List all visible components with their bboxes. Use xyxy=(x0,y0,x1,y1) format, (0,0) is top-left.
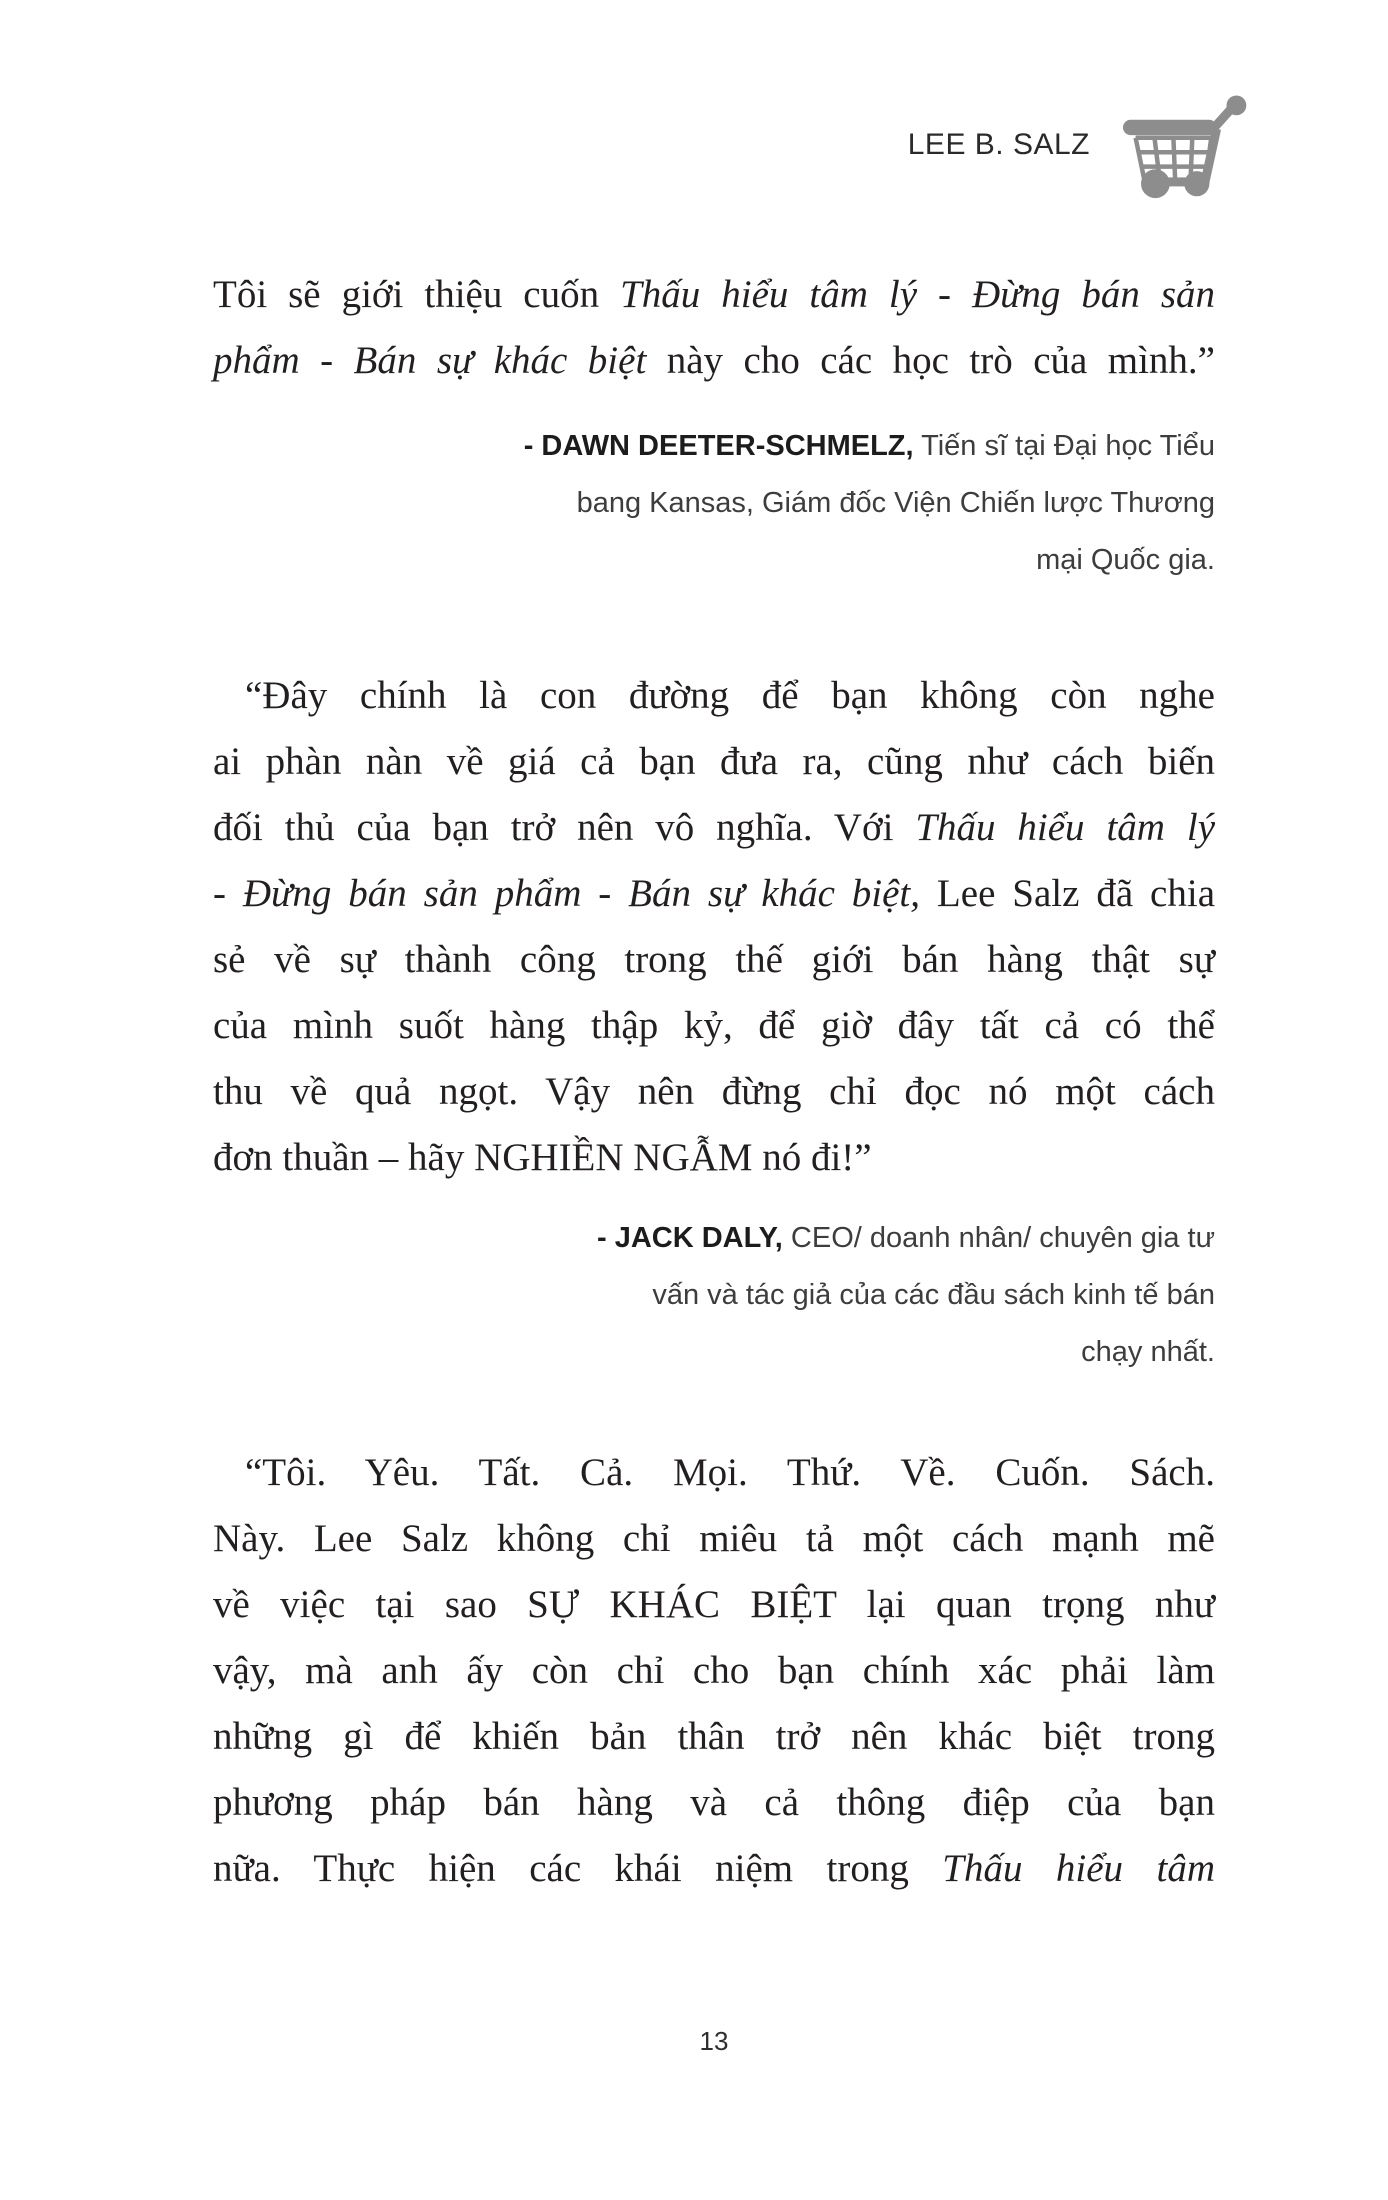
text-line: của mình suốt hàng thập kỷ, để giờ đây tất cả có thể xyxy=(213,1004,1215,1047)
page-header xyxy=(213,95,1249,195)
text-line: - JACK DALY, CEO/ doanh nhân/ chuyên gia tư xyxy=(597,1222,1215,1254)
text-line: phẩm - Bán sự khác biệt này cho các học trò của mình.” xyxy=(213,339,1215,382)
text-line: “Đây chính là con đường để bạn không còn nghe xyxy=(245,674,1215,717)
text-line: - Đừng bán sản phẩm - Bán sự khác biệt, Lee Salz đã chia xyxy=(213,872,1216,915)
quote-paragraph-3 xyxy=(213,1440,1215,1902)
text-line: Tôi sẽ giới thiệu cuốn Thấu hiểu tâm lý - Đừng bán sản xyxy=(213,273,1215,316)
text-line: nữa. Thực hiện các khái niệm trong Thấu hiểu tâm xyxy=(213,1847,1215,1890)
text-line: đơn thuần – hãy NGHIỀN NGẪM nó đi!” xyxy=(213,1136,872,1179)
quote-paragraph-1 xyxy=(213,262,1215,394)
attribution-dawn-deeter-schmelz xyxy=(213,418,1215,589)
quote-paragraph-2 xyxy=(213,663,1215,1191)
text-line: những gì để khiến bản thân trở nên khác biệt trong xyxy=(213,1715,1215,1758)
attribution-jack-daly xyxy=(213,1210,1215,1381)
text-line: ai phàn nàn về giá cả bạn đưa ra, cũng như cách biến xyxy=(213,740,1215,783)
text-line: bang Kansas, Giám đốc Viện Chiến lược Thương xyxy=(576,487,1215,519)
text-line: mại Quốc gia. xyxy=(1036,544,1215,576)
text-line: “Tôi. Yêu. Tất. Cả. Mọi. Thứ. Về. Cuốn. Sách. xyxy=(245,1451,1215,1494)
page-number: 13 xyxy=(699,2026,729,2056)
text-line: Này. Lee Salz không chỉ miêu tả một cách mạnh mẽ xyxy=(213,1517,1215,1560)
text-line: vấn và tác giả của các đầu sách kinh tế bán xyxy=(652,1279,1215,1311)
text-line: thu về quả ngọt. Vậy nên đừng chỉ đọc nó một cách xyxy=(213,1070,1215,1113)
text-line: đối thủ của bạn trở nên vô nghĩa. Với Thấu hiểu tâm lý xyxy=(213,806,1216,849)
text-line: - DAWN DEETER-SCHMELZ, Tiến sĩ tại Đại học Tiểu xyxy=(523,430,1215,462)
text-line: chạy nhất. xyxy=(1081,1336,1215,1368)
text-line: phương pháp bán hàng và cả thông điệp của bạn xyxy=(213,1781,1215,1824)
text-line: về việc tại sao SỰ KHÁC BIỆT lại quan trọng như xyxy=(213,1583,1215,1626)
shopping-cart-icon xyxy=(1114,91,1249,199)
attribution-name: - DAWN DEETER-SCHMELZ, xyxy=(523,430,914,462)
text-line: sẻ về sự thành công trong thế giới bán hàng thật sự xyxy=(213,938,1215,981)
attribution-name: - JACK DALY, xyxy=(597,1222,783,1254)
text-line: vậy, mà anh ấy còn chỉ cho bạn chính xác phải làm xyxy=(213,1649,1215,1692)
author-name: LEE B. SALZ xyxy=(907,128,1090,161)
